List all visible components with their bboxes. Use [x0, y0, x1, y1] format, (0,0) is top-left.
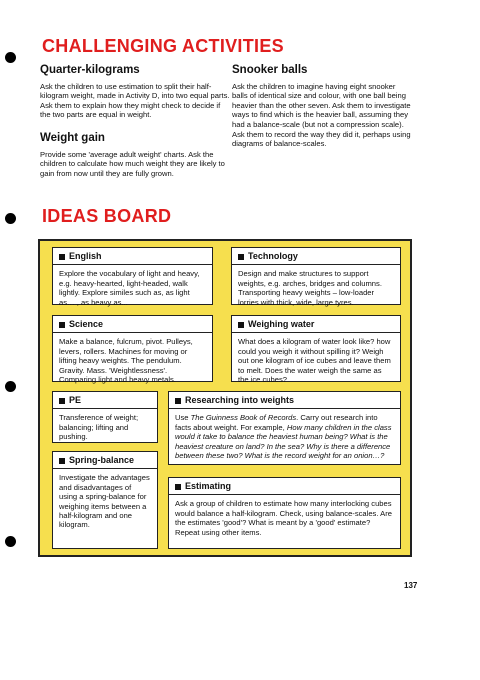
card-spring-balance-heading: Spring-balance	[69, 455, 135, 465]
card-technology-heading: Technology	[248, 251, 298, 261]
binder-hole-4	[5, 536, 16, 547]
card-english	[52, 247, 213, 305]
card-estimating-text: Ask a group of children to estimate how many interlocking cubes would balance a half-kilogram. Check, using balance-scales. Are the estimates 'good'? What is meant by a 'good' estimate? Repeat using other items.	[175, 499, 392, 537]
bullet-square-icon	[238, 322, 244, 328]
card-english-text: Explore the vocabulary of light and heavy, e.g. heavy-hearted, light-headed, walk lightly. Explore similes such as, as light as… , as heavy as...	[59, 269, 200, 307]
card-spring-balance	[52, 451, 158, 549]
card-weighing-water-heading: Weighing water	[248, 319, 315, 329]
card-english-heading: English	[69, 251, 102, 261]
researching-text-b: . Carry out research into facts about weight. For example,	[175, 413, 378, 432]
binder-hole-1	[5, 52, 16, 63]
card-researching	[168, 391, 401, 465]
snooker-balls-heading: Snooker balls	[232, 64, 308, 76]
bullet-square-icon	[59, 458, 65, 464]
bullet-square-icon	[175, 398, 181, 404]
bullet-square-icon	[59, 322, 65, 328]
card-spring-balance-text: Investigate the advantages and disadvantages of using a spring-balance for weighing items between a half-kilogram and one kilogram.	[59, 473, 150, 530]
left-column	[40, 66, 230, 192]
card-science	[52, 315, 213, 385]
researching-questions: How many children in the class would it take to balance the heaviest human being? What is the heaviest creature on land? In the sea? Why is there a difference between these two? What is the record weight for an onion…?	[175, 422, 392, 461]
card-science-text: Make a balance, fulcrum, pivot. Pulleys, levers, rollers. Machines for moving or lifting heavy weights. The pendulum. Gravity. Mass. 'Weightlessness'. Comparing light and heavy metals.	[59, 337, 193, 385]
bullet-square-icon	[59, 398, 65, 404]
ideas-board	[38, 239, 412, 557]
card-estimating-heading: Estimating	[185, 481, 232, 491]
card-researching-text	[169, 409, 400, 464]
card-pe-heading: PE	[69, 395, 82, 405]
card-estimating	[168, 477, 401, 549]
quarter-kilograms-heading: Quarter-kilograms	[40, 64, 140, 76]
book-title: The Guinness Book of Records	[190, 413, 297, 423]
card-pe	[52, 391, 158, 443]
weight-gain-text: Provide some 'average adult weight' charts. Ask the children to calculate how much weight they are likely to gain from now until they are fully grown.	[40, 149, 225, 178]
challenging-activities-title: CHALLENGING ACTIVITIES	[42, 36, 284, 56]
ideas-board-title: IDEAS BOARD	[42, 206, 172, 226]
card-weighing-water-text: What does a kilogram of water look like? how could you weigh it without spilling it? Weigh out one kilogram of ice cubes and leave them to melt. Does the water weigh the same as the ice cubes?	[238, 337, 391, 385]
bullet-square-icon	[238, 254, 244, 260]
bullet-square-icon	[59, 254, 65, 260]
right-column	[232, 66, 412, 163]
researching-text-a: Use	[175, 413, 191, 423]
snooker-balls-text: Ask the children to imagine having eight snooker balls of identical size and colour, with one ball being heavier than the other seven. Ask them to investigate ways to find which is the heavier ball, assuming they had a balance-scale (but not a compression scale). Ask them to record the way they did it, perhaps using diagrams of balance-scales.	[232, 81, 411, 149]
card-pe-text: Transference of weight; balancing; lifting and pushing.	[59, 413, 139, 442]
binder-hole-2	[5, 213, 16, 224]
card-weighing-water	[231, 315, 401, 385]
card-science-heading: Science	[69, 319, 104, 329]
card-researching-heading: Researching into weights	[185, 395, 295, 405]
binder-hole-3	[5, 381, 16, 392]
page-number: 137	[404, 581, 418, 590]
weight-gain-heading: Weight gain	[40, 131, 105, 144]
card-technology-text: Design and make structures to support weights, e.g. arches, bridges and columns. Transporting heavy weights – low-loader lorries with thick, wide, large tyres.	[238, 269, 382, 307]
card-technology	[231, 247, 401, 305]
bullet-square-icon	[175, 484, 181, 490]
quarter-kilograms-text: Ask the children to use estimation to split their half-kilogram weight, made in Activity D, into two equal parts. Ask them to explain how they might check to decide if the two parts are equal in weight.	[40, 81, 230, 120]
